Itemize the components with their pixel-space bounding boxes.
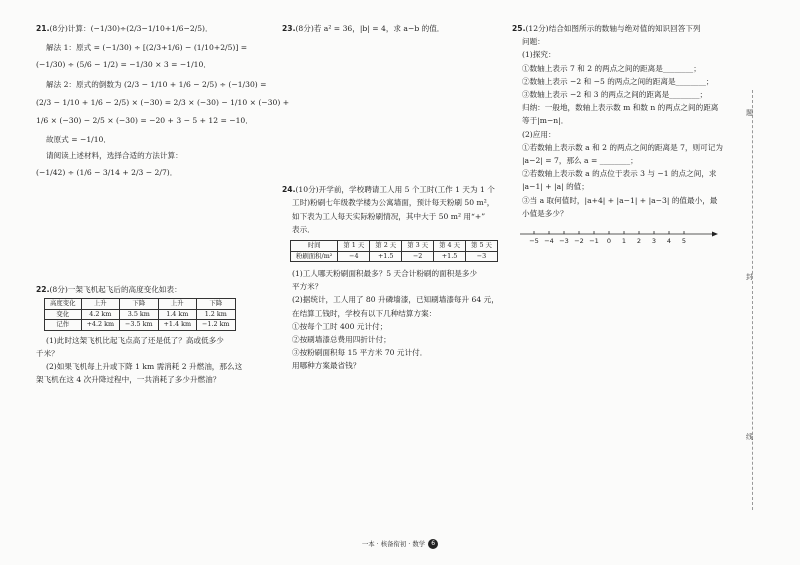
table-row: [45, 320, 236, 331]
table-cell: 时间: [291, 241, 338, 252]
table-cell: −1.2 km: [197, 320, 235, 331]
table-cell: +1.4 km: [158, 320, 196, 331]
side-mark: 题: [746, 109, 753, 117]
table-cell: 变化: [45, 309, 82, 320]
table-cell: −2: [402, 251, 434, 262]
axis-tick-label: 1: [621, 237, 627, 246]
q25-line: |a−1| + |a| 的值；: [522, 182, 589, 192]
axis-tick-label: 3: [651, 237, 657, 246]
column-right: [512, 22, 748, 254]
q24-number: 24.: [282, 185, 296, 195]
page-footer: [0, 539, 800, 549]
q22-number: 22.: [36, 284, 50, 294]
table-cell: 上升: [158, 299, 196, 310]
q24-line: ①按每个工时 400 元计付；: [292, 321, 388, 331]
q24-line: 在结算工钱时，学校有以下几种结算方案：: [292, 308, 437, 318]
q21-line: (2/3 − 1/10 + 1/6 − 2/5) × (−30) = 2/3 × (−30) − 1/10 × (−30) +: [36, 97, 290, 107]
table-row: [45, 299, 236, 310]
table-cell: 第 3 天: [402, 241, 434, 252]
q21-line: (−1/42) ÷ (1/6 − 3/14 + 2/3 − 2/7)．: [36, 167, 178, 177]
table-cell: 1.2 km: [197, 309, 235, 320]
q25-line: ①数轴上表示 7 和 2 的两点之间的距离是________；: [522, 63, 701, 73]
table-cell: 下降: [120, 299, 158, 310]
table-cell: 第 4 天: [434, 241, 466, 252]
table-cell: −3.5 km: [120, 320, 158, 331]
table-cell: 第 5 天: [466, 241, 498, 252]
q24-stem-line: 如下表为工人每天实际粉刷情况，其中大于 50 m² 用“+”: [292, 211, 486, 221]
table-cell: +4.2 km: [81, 320, 119, 331]
q24-stem-line: 表示．: [292, 224, 315, 234]
table-cell: +1.5: [370, 251, 402, 262]
q22-line: (2)如果飞机每上升或下降 1 km 需消耗 2 升燃油，那么这: [46, 361, 243, 371]
q24-stem-line: 工时)粉刷七年级教学楼为公寓墙面，预计每天粉刷 50 m²，: [292, 198, 495, 208]
q24-stem: 24.(10分)开学前，学校聘请工人用 5 个工时(工作 1 天为 1 个: [282, 185, 495, 195]
table-row: [45, 309, 236, 320]
q25-line: (1)探究：: [522, 50, 556, 60]
q25-line: (2)应用：: [522, 129, 556, 139]
q24-line: (1)工人哪天粉刷面积最多？5 天合计粉刷的面积是多少: [292, 269, 478, 279]
q23-stem: 23.(8分)若 a² = 36，|b| = 4，求 a−b 的值．: [282, 24, 445, 33]
side-mark: 封: [746, 273, 753, 281]
axis-tick-label: 5: [681, 237, 687, 246]
q24-line: 用哪种方案最省钱？: [292, 361, 361, 371]
q22-table: [44, 298, 236, 331]
table-row: [291, 241, 498, 252]
axis-tick-label: −5: [529, 237, 539, 246]
q25-line: 归纳：一般地，数轴上表示数 m 和数 n 的两点之间的距离: [522, 103, 719, 113]
q25-line: ③当 a 取何值时，|a+4| + |a−1| + |a−3| 的值最小，最: [522, 195, 718, 205]
q24-line: ②按刷墙漆总费用四折计付；: [292, 335, 391, 345]
q21-stem: 21.(8分)计算：(−1/30)÷(2/3−1/10+1/6−2/5)．: [36, 24, 213, 33]
q22-stem: 22.(8分)一架飞机起飞后的高度变化如表：: [36, 284, 182, 294]
table-cell: 第 2 天: [370, 241, 402, 252]
column-middle: [282, 22, 514, 373]
q24-line: 平方米？: [292, 282, 323, 292]
q21-line: (−1/30) ÷ (5/6 − 1/2) = −1/30 × 3 = −1/10．: [36, 60, 211, 70]
q21-line: 故原式 = −1/10．: [46, 135, 111, 145]
axis-tick-label: −1: [589, 237, 599, 246]
table-cell: 高度变化: [45, 299, 82, 310]
q22-line: (1)此时这架飞机比起飞点高了还是低了？高或低多少: [46, 335, 224, 345]
table-cell: 记作: [45, 320, 82, 331]
table-cell: 上升: [81, 299, 119, 310]
q25-line: ②数轴上表示 −2 和 −5 的两点之间的距离是________；: [522, 76, 714, 86]
axis-tick-label: −2: [574, 237, 584, 246]
table-cell: 第 1 天: [338, 241, 370, 252]
footer-text: 一本 · 核备衔初 · 数学: [361, 540, 426, 548]
q21-line: 请阅读上述材料，选择合适的方法计算：: [46, 151, 183, 161]
q25-line: ①若数轴上表示数 a 和 2 的两点之间的距离是 7，则可记为: [522, 142, 723, 152]
q25-line: |a−2| = 7，那么 a = ________；: [522, 156, 638, 166]
q25-line: 小值是多少？: [522, 208, 568, 218]
table-row: [291, 251, 498, 262]
q25-line: 等于|m−n|．: [522, 116, 569, 126]
q21-line: 解法 1：原式 = (−1/30) ÷ [(2/3+1/6) − (1/10+2/5)] =: [46, 43, 248, 53]
number-line: [512, 224, 748, 254]
table-cell: 1.4 km: [158, 309, 196, 320]
q24-table: [290, 240, 498, 262]
q24-line: ③按粉刷面积每 15 平方米 70 元计付．: [292, 348, 428, 358]
q23-number: 23.: [282, 24, 296, 33]
binding-line: [752, 90, 753, 510]
axis-tick-label: −3: [559, 237, 569, 246]
table-cell: −4: [338, 251, 370, 262]
axis-tick-label: −4: [544, 237, 554, 246]
q25-line: ②若数轴上表示数 a 的点位于表示 3 与 −1 的点之间，求: [522, 169, 717, 179]
table-cell: 下降: [197, 299, 235, 310]
q21-line: 解法 2：原式的倒数为 (2/3 − 1/10 + 1/6 − 2/5) ÷ (−1/30) =: [46, 79, 267, 89]
axis-tick-label: 0: [606, 237, 612, 246]
q25-line: ③数轴上表示 −2 和 3 的两点之间的距离是________；: [522, 90, 708, 100]
table-cell: 3.5 km: [120, 309, 158, 320]
q22-line: 千米？: [36, 348, 59, 358]
table-cell: −3: [466, 251, 498, 262]
q25-stem: 25.(12分)结合如图所示的数轴与绝对值的知识回答下列: [512, 24, 701, 33]
table-cell: +1.5: [434, 251, 466, 262]
side-mark: 线: [746, 433, 753, 441]
page-number: 6: [428, 539, 438, 549]
axis-arrow: [712, 232, 718, 237]
q25-number: 25.: [512, 24, 526, 33]
axis-tick-label: 2: [636, 237, 642, 246]
axis-tick-label: 4: [666, 237, 672, 246]
q24-line: (2)据统计，工人用了 80 升磷墙漆，已知刷墙漆每升 64 元，: [292, 295, 499, 305]
q25-line: 问题：: [522, 37, 545, 47]
q22-line: 架飞机在这 4 次升降过程中，一共消耗了多少升燃油？: [36, 375, 221, 385]
q21-number: 21.: [36, 24, 50, 33]
table-cell: 4.2 km: [81, 309, 119, 320]
table-cell: 粉刷面积/m²: [291, 251, 338, 262]
q21-line: 1/6 × (−30) − 2/5 × (−30) = −20 + 3 − 5 + 12 = −10．: [36, 116, 253, 126]
